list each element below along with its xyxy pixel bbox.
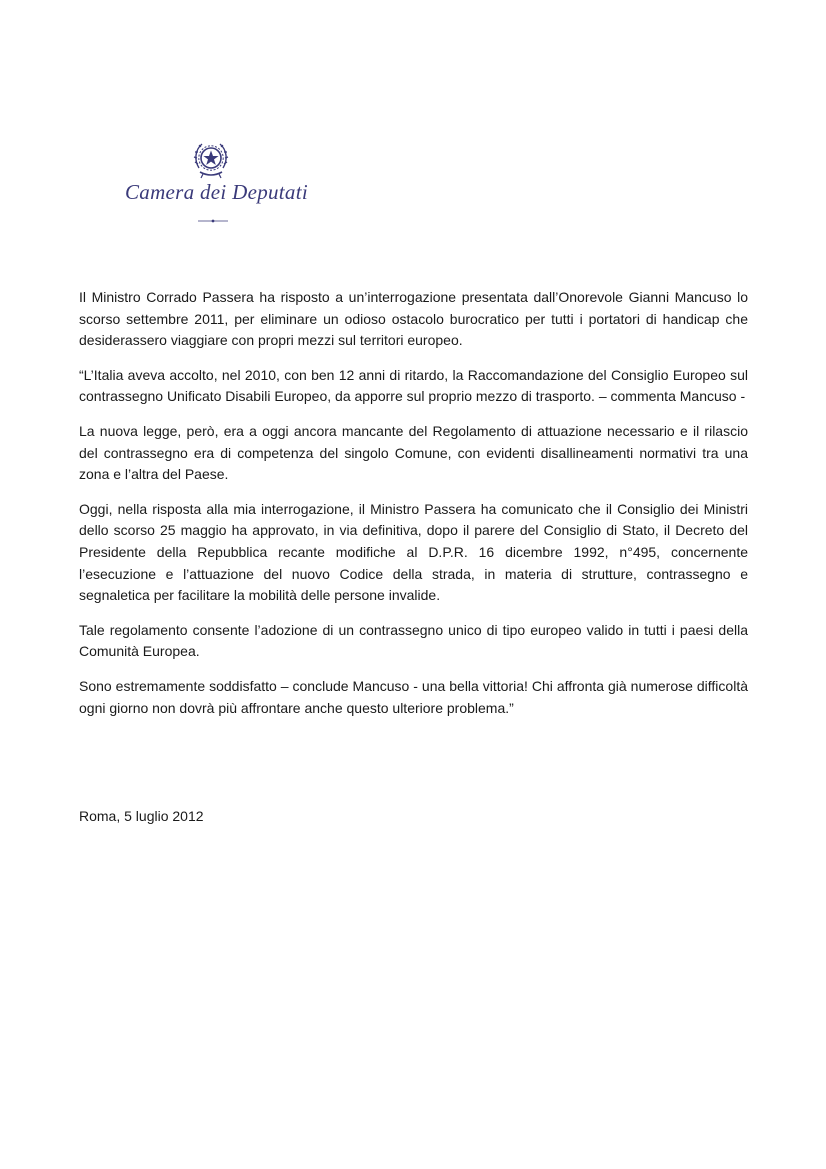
paragraph: “L’Italia aveva accolto, nel 2010, con ben 12 anni di ritardo, la Raccomandazione del Consiglio Europeo sul contrassegno Unificato Disabili Europeo, da apporre sul proprio mezzo di trasporto. – commenta Mancuso - bbox=[79, 366, 748, 405]
paragraph: Sono estremamente soddisfatto – conclude Mancuso - una bella vittoria! Chi affronta già numerose difficoltà ogni giorno non dovrà più affrontare anche questo ulteriore problema.” bbox=[79, 677, 748, 716]
place-and-date: Roma, 5 luglio 2012 bbox=[79, 808, 204, 824]
decorative-rule-icon bbox=[198, 216, 228, 226]
paragraph: Tale regolamento consente l’adozione di un contrassegno unico di tipo europeo valido in tutti i paesi della Comunità Europea. bbox=[79, 621, 748, 660]
paragraph: La nuova legge, però, era a oggi ancora mancante del Regolamento di attuazione necessario e il rilascio del contrassegno era di competenza del singolo Comune, con evidenti disallineamenti normativi tra una zona e l’altra del Paese. bbox=[79, 422, 748, 483]
paragraph: Il Ministro Corrado Passera ha risposto a un’interrogazione presentata dall’Onorevole Gianni Mancuso lo scorso settembre 2011, per eliminare un odioso ostacolo burocratico per tutti i portatori di handicap che desiderassero viaggiare con propri mezzi sul territori europeo. bbox=[79, 289, 748, 349]
paragraph: Oggi, nella risposta alla mia interrogazione, il Ministro Passera ha comunicato che il Consiglio dei Ministri dello scorso 25 maggio ha approvato, in via definitiva, dopo il parere del Consiglio di Stato, il Decreto del Presidente della Repubblica recante modifiche al D.P.R. 16 dicembre 1992, n°495, concernente l’esecuzione e l’attuazione del nuovo Codice della strada, in materia di strutture, contrassegno e segnaletica per facilitare la mobilità delle persone invalide. bbox=[79, 500, 748, 604]
chamber-letterhead bbox=[118, 134, 308, 234]
italian-republic-emblem-icon bbox=[190, 138, 232, 182]
chamber-name: Camera dei Deputati bbox=[124, 180, 308, 204]
press-release-body bbox=[79, 287, 748, 732]
